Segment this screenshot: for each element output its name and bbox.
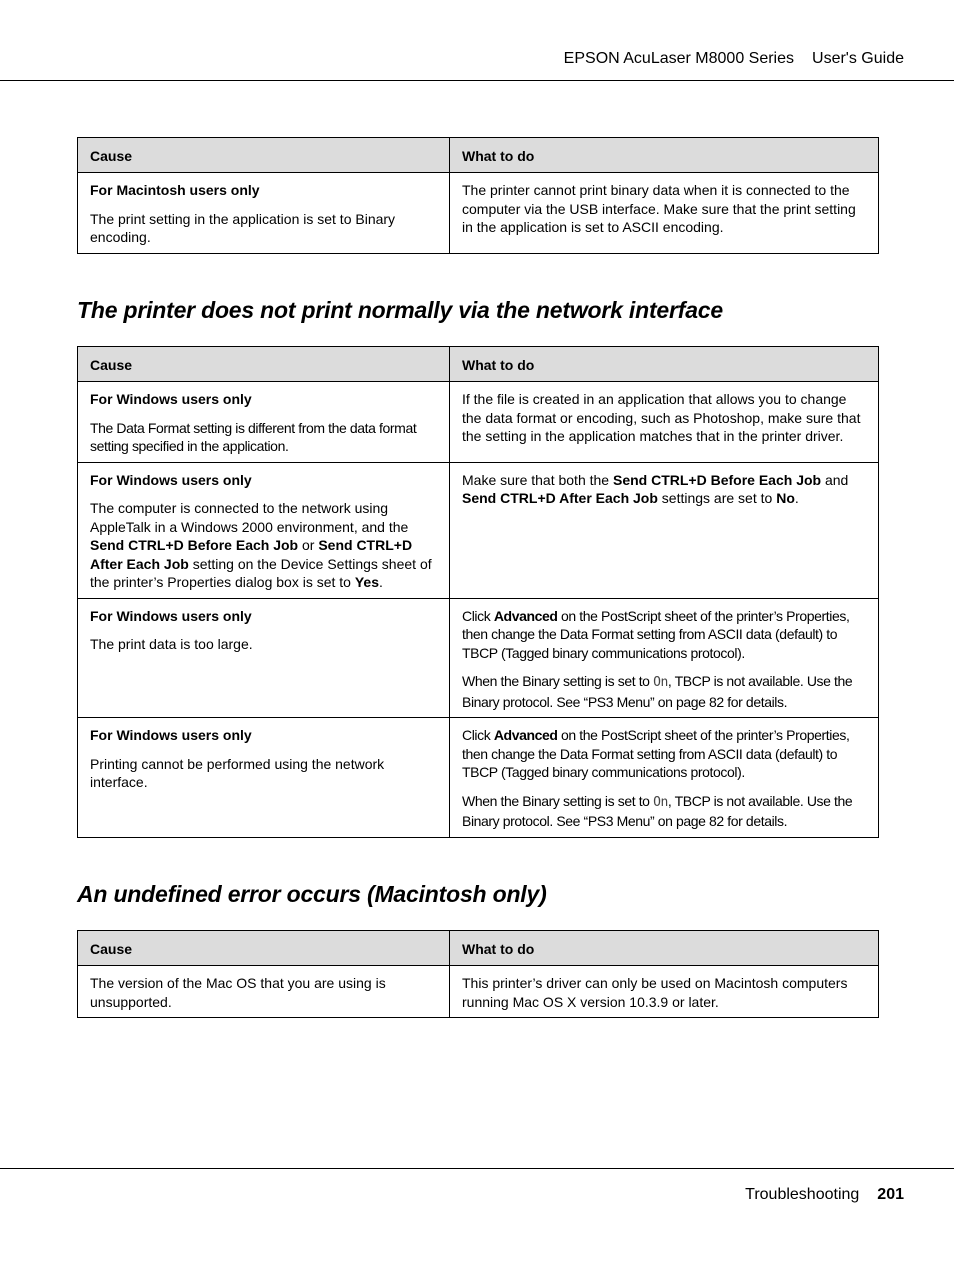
cause-text: Printing cannot be performed using the network interface. [90,755,385,790]
text-span: setting on the Device Settings sheet of the printer’s Properties dialog box is set to [90,555,432,590]
cause-text: The print setting in the application is set to Binary encoding. [90,210,396,245]
section-title: An undefined error occurs (Macintosh only) [77,881,547,907]
text-span: When the Binary setting is set to [462,792,654,809]
header-product: EPSON AcuLaser M8000 Series [563,50,795,67]
setting-name: Send CTRL+D After Each Job [90,537,413,572]
what-to-do-note [462,672,868,711]
what-to-do-text: The printer cannot print binary data when it is connected to the computer via the USB interface. Make sure that the print setting in the application is set to ASCII encoding. [462,182,856,235]
text-span: . [794,490,799,506]
what-to-do-note [462,792,868,831]
text-span: Click [462,607,494,624]
cause-cell [78,718,450,838]
cause-text: The Data Format setting is different from the data format setting specified in the application. [90,419,417,454]
what-to-do-cell [450,462,879,598]
what-to-do-header: What to do [450,931,879,966]
text-span: , TBCP is not available. Use the Binary protocol. See “PS3 Menu” on page 82 for details. [462,673,853,710]
cause-heading: For Windows users only [90,391,252,407]
text-span: on the PostScript sheet of the printer’s Properties, then change the Data Format setting from ASCII data (default) to TBCP (Tagged binary communications protocol). [462,607,850,661]
running-header [564,50,904,68]
what-to-do-cell [450,966,879,1018]
cause-heading: For Windows users only [90,471,252,488]
text-span: Click [462,727,494,743]
text-span: Make sure that both the [462,471,613,488]
cause-heading: For Macintosh users only [90,182,260,198]
setting-value: Yes [354,574,379,590]
cause-table-macos [77,930,879,1018]
table-header-row [78,347,879,382]
what-to-do-cell [450,382,879,463]
cause-table-network [77,346,879,838]
table-row [78,462,879,598]
cause-header: Cause [78,138,450,173]
what-to-do-cell [450,173,879,254]
setting-name: Send CTRL+D After Each Job [462,490,658,506]
text-span: and [821,471,849,488]
cause-cell [78,382,450,463]
setting-name: Advanced [493,727,558,743]
what-to-do-header: What to do [450,138,879,173]
setting-name: Send CTRL+D Before Each Job [90,537,299,553]
cause-cell [78,462,450,598]
text-span: on the PostScript sheet of the printer’s Properties, then change the Data Format setting from ASCII data (default) to TBCP (Tagged binary communications protocol). [462,727,850,780]
text-span: When the Binary setting is set to [462,673,654,689]
header-doc: User's Guide [812,50,904,67]
page-number: 201 [877,1186,904,1203]
table-row [78,382,879,463]
what-to-do-header: What to do [450,347,879,382]
running-footer [745,1186,904,1204]
code-value: On [653,675,668,690]
table-row [78,718,879,838]
text-span: The computer is connected to the network using AppleTalk in a Windows 2000 environment, and the [90,500,409,535]
table-row [78,173,879,254]
section-title: The printer does not print normally via the network interface [77,297,723,323]
text-span: . [379,574,383,590]
header-rule [0,80,954,81]
cause-heading: For Windows users only [90,607,252,624]
code-value: On [653,794,668,810]
what-to-do-text [462,471,868,508]
cause-text: The version of the Mac OS that you are using is unsupported. [90,975,386,1010]
setting-value: No [776,490,795,506]
cause-header: Cause [78,931,450,966]
table-row [78,966,879,1018]
table-row [78,598,879,718]
what-to-do-text: This printer’s driver can only be used on Macintosh computers running Mac OS X version 10.3.9 or later. [462,975,848,1010]
text-span: or [298,537,319,553]
text-span: , TBCP is not available. Use the Binary protocol. See “PS3 Menu” on page 82 for details. [462,792,853,829]
cause-cell [78,173,450,254]
what-to-do-cell [450,718,879,838]
footer-section: Troubleshooting [745,1186,860,1203]
cause-header: Cause [78,347,450,382]
what-to-do-cell [450,598,879,718]
cause-cell [78,598,450,718]
cause-table-binary [77,137,879,254]
setting-name: Advanced [493,607,558,624]
table-header-row [78,931,879,966]
setting-name: Send CTRL+D Before Each Job [612,471,822,488]
table-header-row [78,138,879,173]
what-to-do-text: If the file is created in an application that allows you to change the data format or encoding, such as Photoshop, make sure that the setting in the application matches that in the printer driver. [462,391,861,444]
what-to-do-text [462,726,868,782]
cause-cell [78,966,450,1018]
what-to-do-text [462,607,868,663]
footer-rule [0,1168,954,1169]
text-span: settings are set to [657,490,777,506]
cause-text [90,499,439,592]
cause-heading: For Windows users only [90,727,252,743]
cause-text: The print data is too large. [90,636,253,652]
